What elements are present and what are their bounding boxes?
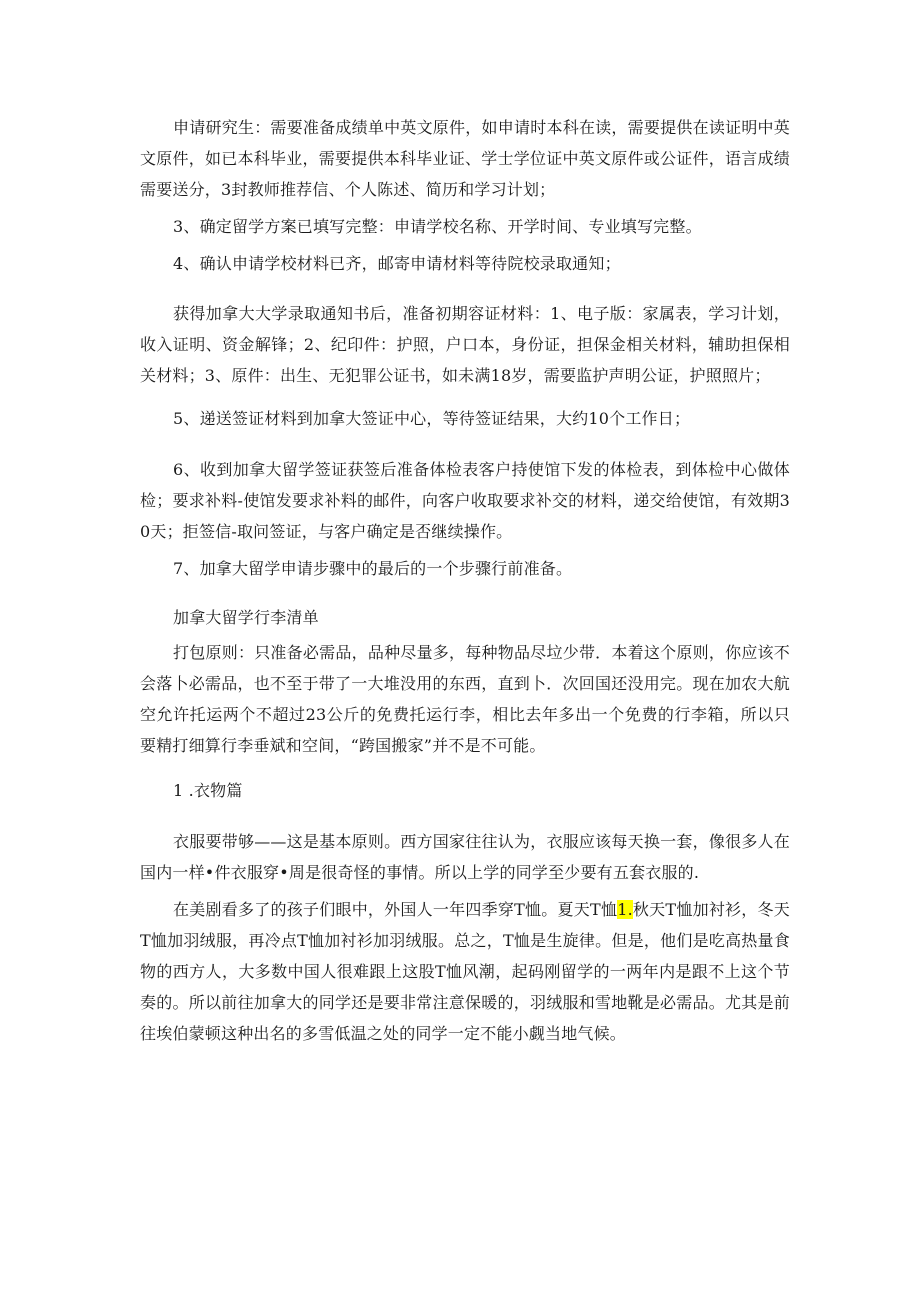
section-heading-luggage-list: 加拿大留学行李清单 xyxy=(173,608,319,627)
paragraph-graduate-application: 申请研究生：需要准备成绩单中英文原件，如申请时本科在读，需要提供在读证明中英文原件，如已本科毕业，需要提供本科毕业证、学士学位证中英文原件或公证件，语言成绩需要送分，3封教师推荐信、个人陈述、简历和学习计划； xyxy=(140,118,790,199)
paragraph-step-3: 3、确定留学方案已填写完整：申请学校名称、开学时间、专业填写完整。 xyxy=(173,217,702,236)
paragraph-step-7: 7、加拿大留学申请步骤中的最后的一个步骤行前准备。 xyxy=(173,559,573,578)
paragraph-text-segment: 秋天T恤加衬衫，冬天T恤加羽绒服，再冷点T恤加衬衫加羽绒服。总之，T恤是生旋律。但是，他们是吃高热量食物的西方人，大多数中国人很难跟上这股T恤风潮，起码刚留学的一两年内是跟不上这个节奏的。所以前往加拿大的同学还是要非常注意保暖的，羽绒服和雪地靴是必需品。尤其是前往埃伯蒙顿这种出名的多雪低温之处的同学一定不能小觑当地气候。 xyxy=(140,900,790,1043)
paragraph-text-segment: 在美剧看多了的孩子们眼中，外国人一年四季穿T恤。夏天T恤 xyxy=(173,900,618,919)
paragraph-visa-materials: 获得加拿大大学录取通知书后，准备初期容证材料：1、电子版：家属表，学习计划，收入证明、资金解锋；2、纪印件：护照，户口本，身份证，担保金相关材料，辅助担保相关材料；3、原件：出生、无犯罪公证书，如未满18岁，需要监护声明公证，护照照片； xyxy=(140,304,790,385)
paragraph-step-5: 5、递送签证材料到加拿大签证中心，等待签证结果，大约10个工作日； xyxy=(173,409,691,428)
highlight-mark: 1. xyxy=(617,900,633,919)
section-heading-clothing: 1 .衣物篇 xyxy=(173,781,243,800)
paragraph-packing-principle: 打包原则：只准备必需品，品种尽量多，每种物品尽垃少带．本着这个原则，你应该不会落卜必需品，也不至于带了一大堆没用的东西，直到卜．次回国还没用完。现在加农大航空允许托运两个不超过23公斤的免费托运行李，相比去年多出一个免费的行李箱，所以只要精打细算行李垂斌和空间，“跨国搬家”并不是不可能。 xyxy=(140,643,790,755)
paragraph-clothing-rule: 衣服要带够——这是基本原则。西方国家往往认为，衣服应该每天换一套，像很多人在国内一样•件衣服穿•周是很奇怪的事情。所以上学的同学至少要有五套衣服的. xyxy=(140,832,790,882)
paragraph-tshirt-seasons xyxy=(140,894,790,1049)
paragraph-step-4: 4、确认申请学校材料已齐，邮寄申请材料等待院校录取通知； xyxy=(173,254,621,273)
paragraph-step-6: 6、收到加拿大留学签证获签后准备体检表客户持使馆下发的体检表，到体检中心做体检；要求补料-使馆发要求补料的邮件，向客户收取要求补交的材料，递交给使馆，有效期30天；拒签信-取问签证，与客户确定是否继续操作。 xyxy=(140,460,790,541)
